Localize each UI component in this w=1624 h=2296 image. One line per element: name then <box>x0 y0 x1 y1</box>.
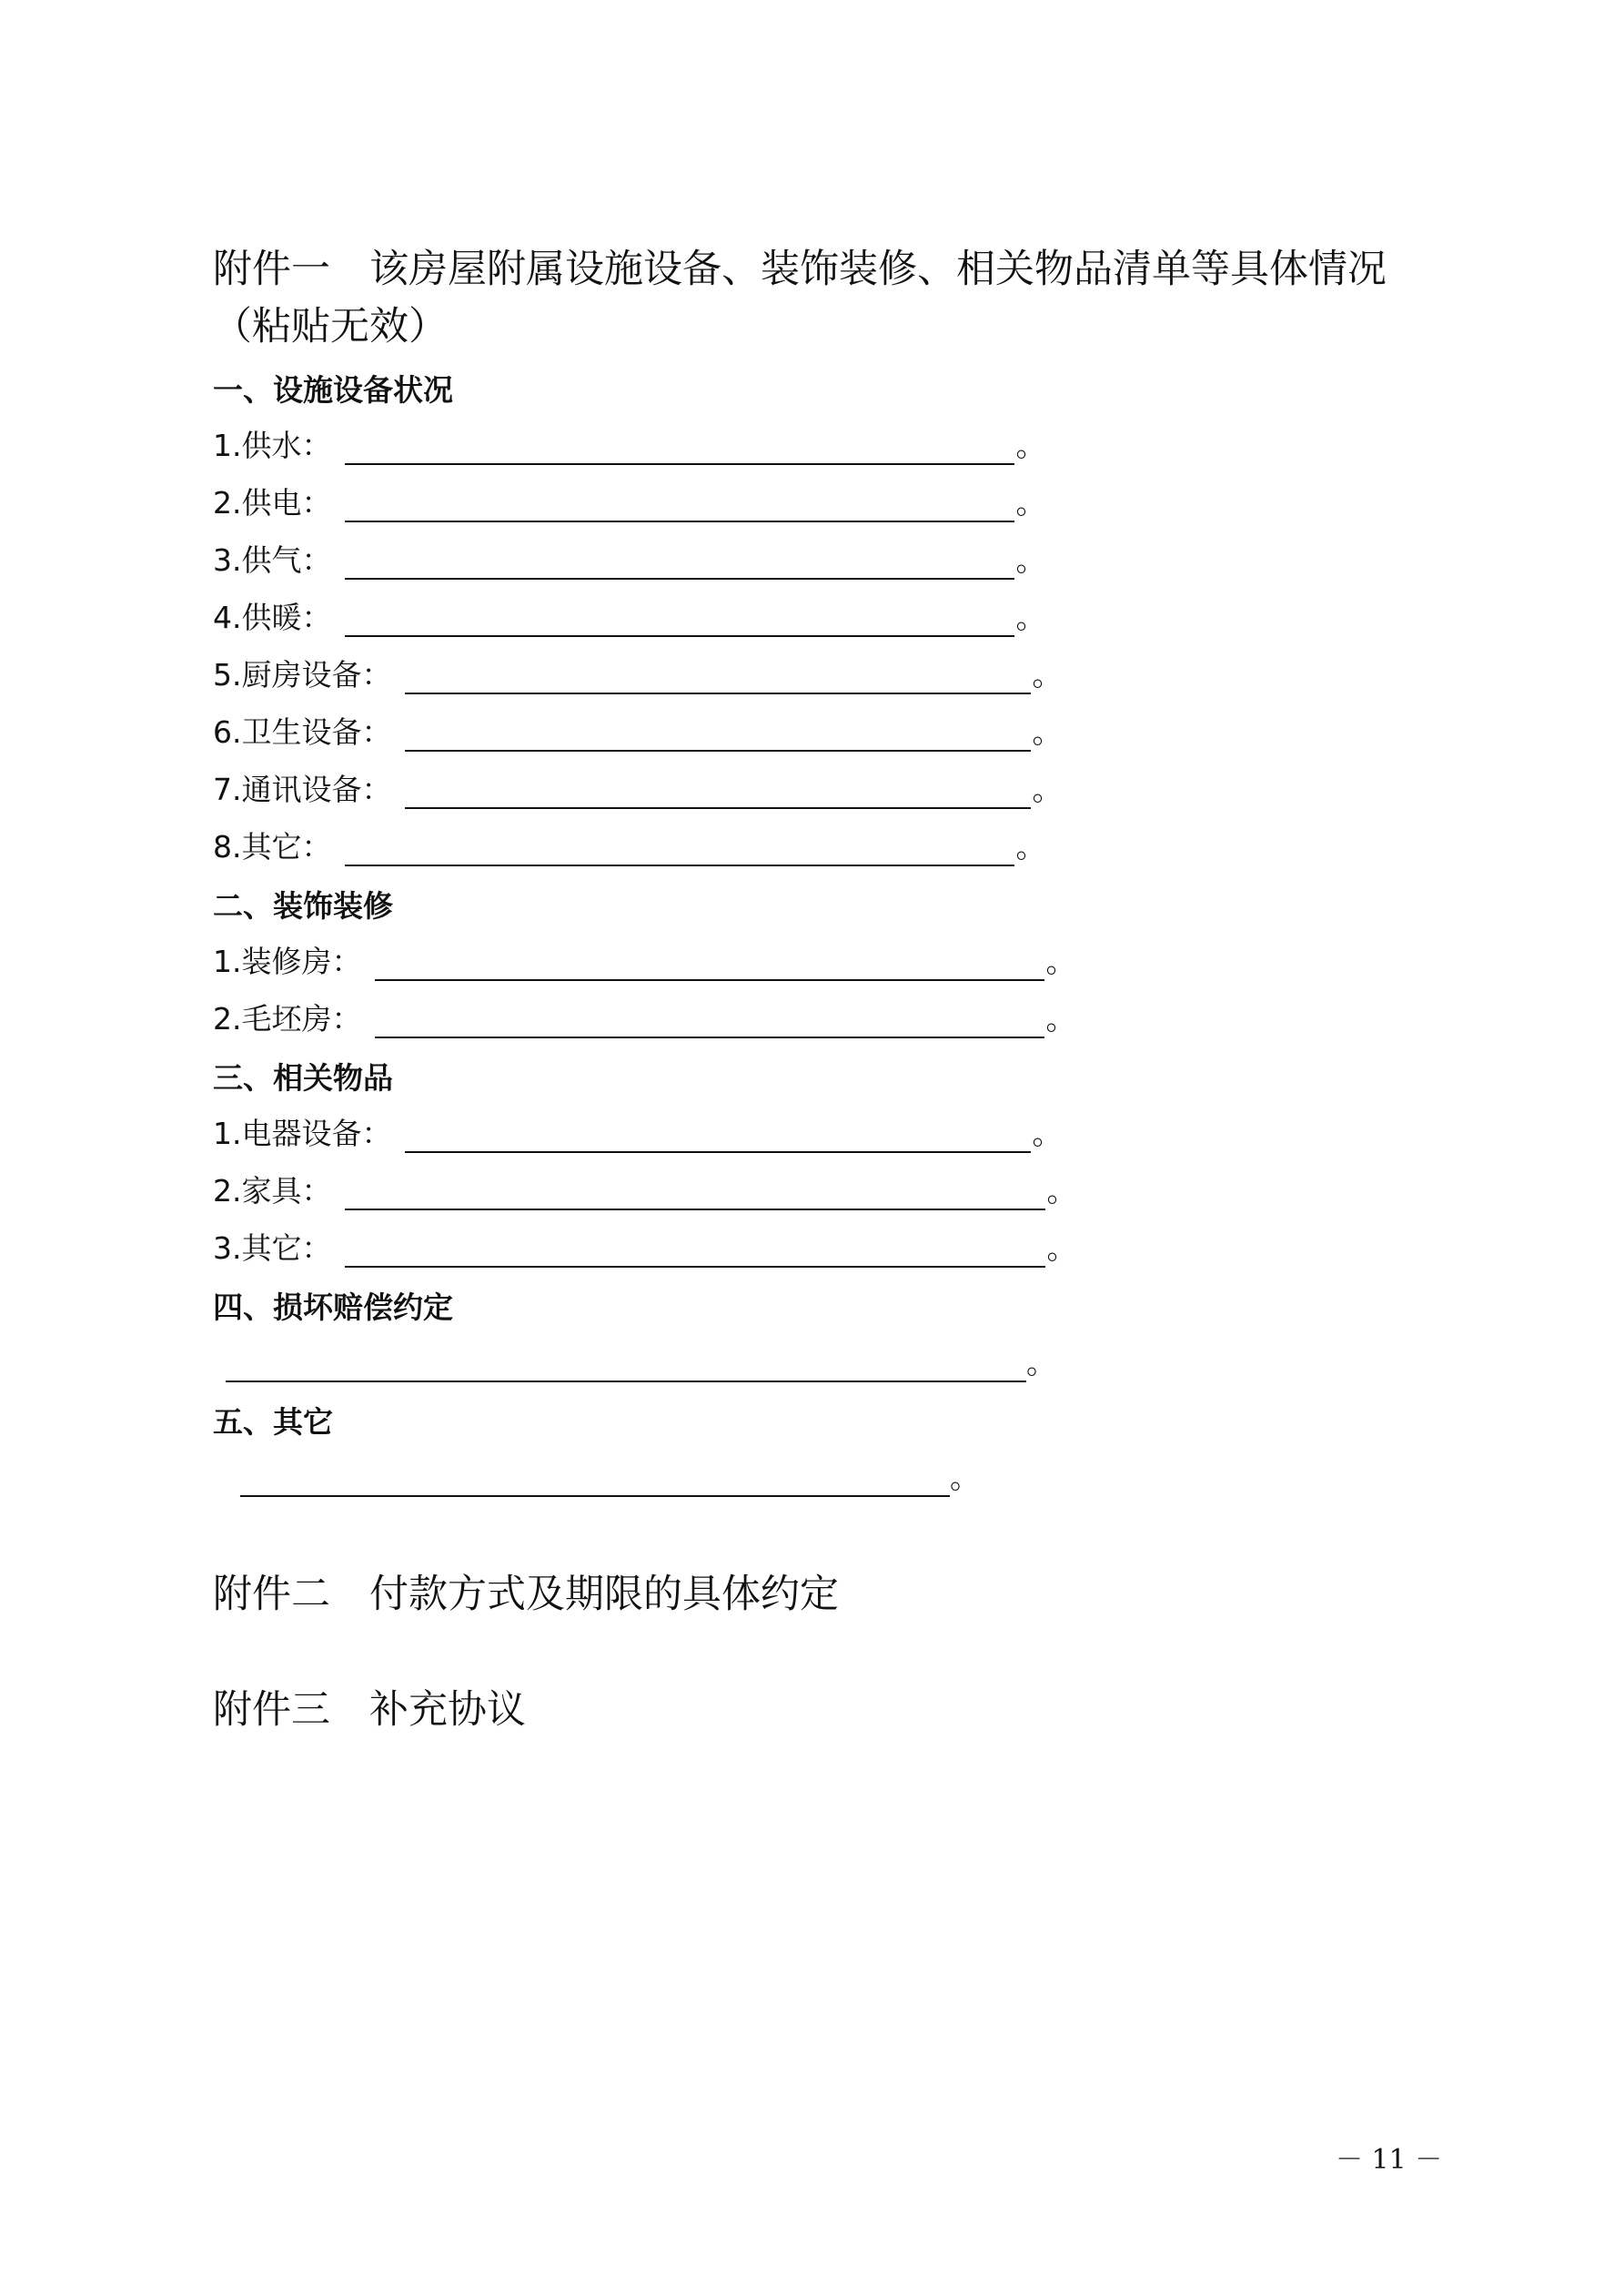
fill-in-blank[interactable] <box>345 436 1014 465</box>
form-row-furniture <box>213 1168 1077 1210</box>
field-label: 2.家具： <box>213 1173 332 1209</box>
form-row-unfinished <box>213 996 1076 1038</box>
line-end-mark: 。 <box>1015 829 1046 865</box>
form-row-appliances <box>213 1110 1063 1153</box>
line-end-mark: 。 <box>1015 542 1046 578</box>
form-row-other-items <box>213 1225 1077 1268</box>
line-end-mark: 。 <box>1026 1345 1056 1381</box>
section-heading-items: 三、相关物品 <box>213 1060 393 1096</box>
fill-in-blank[interactable] <box>240 1468 950 1497</box>
fill-in-blank[interactable] <box>405 1124 1031 1153</box>
fill-in-blank[interactable] <box>345 1181 1045 1210</box>
page-number: － 11 － <box>1336 2144 1443 2176</box>
fill-in-blank[interactable] <box>345 493 1014 522</box>
field-label: 3.其它： <box>213 1230 332 1266</box>
form-row-water <box>213 422 1046 465</box>
field-label: 8.其它： <box>213 829 332 865</box>
line-end-mark: 。 <box>1032 714 1063 750</box>
fill-in-blank[interactable] <box>405 665 1031 694</box>
form-row-electricity <box>213 480 1046 522</box>
annex1-title: 附件一 该房屋附属设施设备、装饰装修、相关物品清单等具体情况 <box>213 247 1387 292</box>
form-row-other-facilities <box>213 824 1046 866</box>
form-row-heating <box>213 594 1046 637</box>
field-label: 5.厨房设备： <box>213 657 392 693</box>
field-label: 1.装修房： <box>213 944 362 979</box>
fill-in-blank[interactable] <box>405 780 1031 809</box>
field-label: 1.供水： <box>213 428 332 463</box>
annex2-title: 附件二 付款方式及期限的具体约定 <box>213 1572 839 1617</box>
form-row-bathroom <box>213 709 1063 752</box>
line-end-mark: 。 <box>1045 1001 1076 1037</box>
line-end-mark: 。 <box>1046 1173 1077 1209</box>
fill-in-blank[interactable] <box>226 1353 1026 1382</box>
annex3-title: 附件三 补充协议 <box>213 1687 526 1733</box>
fill-in-blank[interactable] <box>375 952 1044 981</box>
line-end-mark: 。 <box>1045 944 1076 979</box>
field-label: 1.电器设备： <box>213 1116 392 1151</box>
field-label: 2.毛坯房： <box>213 1001 362 1037</box>
fill-in-blank[interactable] <box>375 1009 1044 1038</box>
line-end-mark: 。 <box>1015 428 1046 463</box>
form-row-decorated <box>213 938 1076 981</box>
field-label: 7.通讯设备： <box>213 772 392 807</box>
form-row-kitchen <box>213 652 1063 694</box>
line-end-mark: 。 <box>1046 1230 1077 1266</box>
fill-in-blank[interactable] <box>345 837 1014 866</box>
section-heading-decoration: 二、装饰装修 <box>213 888 393 924</box>
section-heading-facilities: 一、设施设备状况 <box>213 372 453 408</box>
form-row-gas <box>213 537 1046 580</box>
field-label: 6.卫生设备： <box>213 714 392 750</box>
fill-in-blank[interactable] <box>345 551 1014 580</box>
section-heading-damage: 四、损坏赔偿约定 <box>213 1290 453 1325</box>
line-end-mark: 。 <box>950 1460 980 1495</box>
fill-in-blank[interactable] <box>405 723 1031 752</box>
field-label: 3.供气： <box>213 542 332 578</box>
line-end-mark: 。 <box>1032 772 1063 807</box>
fill-in-blank[interactable] <box>345 608 1014 637</box>
form-row-other <box>240 1454 980 1497</box>
form-row-damage <box>226 1340 1056 1382</box>
line-end-mark: 。 <box>1032 1116 1063 1151</box>
field-label: 2.供电： <box>213 485 332 521</box>
field-label: 4.供暖： <box>213 600 332 635</box>
section-heading-other: 五、其它 <box>213 1404 333 1440</box>
line-end-mark: 。 <box>1015 485 1046 521</box>
fill-in-blank[interactable] <box>345 1239 1045 1268</box>
line-end-mark: 。 <box>1032 657 1063 693</box>
form-row-telecom <box>213 766 1063 809</box>
annex1-subtitle: （粘贴无效） <box>213 304 448 349</box>
line-end-mark: 。 <box>1015 600 1046 635</box>
